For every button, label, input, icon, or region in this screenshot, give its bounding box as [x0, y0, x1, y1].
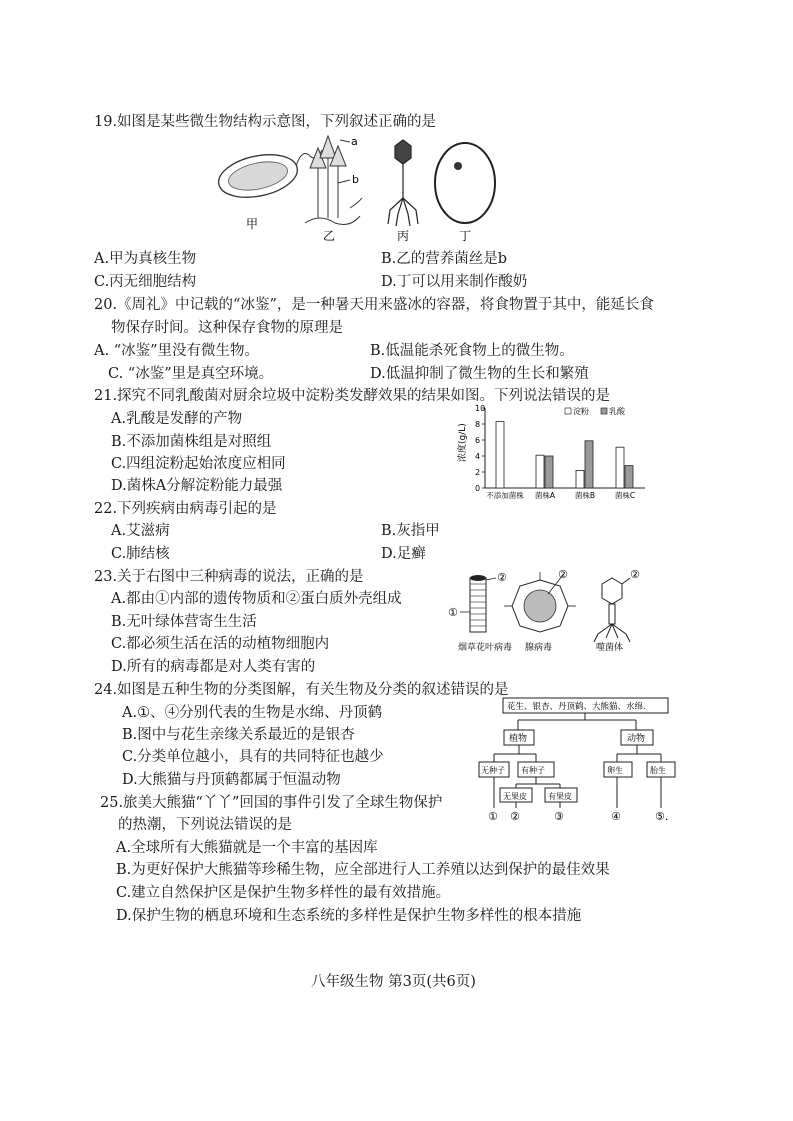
q21-option-b: B.不添加菌株组是对照组 [111, 434, 272, 450]
chart-bar-starch [496, 422, 504, 488]
q24-option-b: B.图中与花生亲缘关系最近的是银杏 [122, 727, 355, 743]
q23-option-d: D.所有的病毒都是对人类有害的 [111, 659, 316, 675]
q19-figure [210, 128, 500, 243]
chart-bar-starch [536, 455, 544, 488]
q25-stem-line1: 25.旅美大熊猫“丫丫”回国的事件引发了全球生物保护 [100, 795, 443, 811]
q22-option-b: B.灰指甲 [381, 523, 440, 539]
q25-option-a: A.全球所有大熊猫就是一个丰富的基因库 [116, 840, 378, 856]
q23-option-c: C.都必须生活在活的动植物细胞内 [111, 636, 330, 652]
organism-ding-figure [435, 143, 495, 223]
q20-option-a: A. “冰鉴”里没有微生物。 [94, 343, 260, 359]
q19-stem: 19.如图是某些微生物结构示意图，下列叙述正确的是 [94, 114, 437, 130]
tmv-icon [460, 575, 496, 632]
q25-option-c: C.建立自然保护区是保护生物多样性的最有效措施。 [116, 885, 451, 901]
fig-label-jia: 甲 [246, 217, 259, 231]
chart-bar-starch [576, 470, 584, 488]
q22-option-d: D.足癣 [381, 546, 426, 562]
tree-leaf-5: ⑤. [655, 810, 669, 823]
chart-bar-starch [616, 447, 624, 488]
q19-option-c: C.丙无细胞结构 [94, 274, 197, 290]
tree-seed: 有种子 [521, 766, 545, 775]
tree-leaf-2: ② [510, 810, 520, 823]
organism-bing-figure [388, 140, 418, 226]
chart-category-label: 菌株A [534, 491, 556, 500]
tree-leaf-4: ④ [611, 810, 621, 823]
q20-stem-line1: 20.《周礼》中记载的“冰鉴”，是一种暑天用来盛冰的容器，将食物置于其中，能延长食 [94, 297, 654, 313]
tree-leaf-1: ① [488, 810, 498, 823]
q21-option-d: D.菌株A分解淀粉能力最强 [111, 478, 283, 494]
q24-stem: 24.如图是五种生物的分类图解，有关生物及分类的叙述错误的是 [94, 682, 509, 698]
q21-bar-chart [455, 398, 655, 502]
q23-option-a: A.都由①内部的遗传物质和②蛋白质外壳组成 [111, 591, 402, 607]
q21-option-a: A.乳酸是发酵的产物 [111, 411, 243, 427]
q19-option-b: B.乙的营养菌丝是b [381, 251, 508, 267]
tree-animal: 动物 [627, 734, 646, 744]
q24-classification-tree [478, 696, 688, 826]
tree-egg: 卵生 [607, 766, 623, 775]
adenovirus-icon [504, 572, 576, 632]
tree-plant: 植物 [509, 734, 528, 744]
organism-jia-figure [215, 148, 322, 204]
phage-mark-2: ② [630, 568, 640, 581]
q19-option-d: D.丁可以用来制作酸奶 [381, 274, 528, 290]
q24-option-a: A.①、④分别代表的生物是水绵、丹顶鹤 [122, 705, 383, 721]
chart-category-label: 菌株C [614, 491, 636, 500]
label-adenovirus: 腺病毒 [525, 643, 553, 652]
tmv-mark-1: ① [448, 606, 458, 619]
chart-category-label: 菌株B [574, 491, 596, 500]
chart-category-label: 不添加菌株 [486, 491, 524, 500]
q23-virus-figure [440, 568, 660, 652]
adeno-mark-2: ② [558, 568, 568, 581]
q20-option-b: B.低温能杀死食物上的微生物。 [370, 343, 574, 359]
tree-root: 花生、银杏、丹顶鹤、大熊猫、水绵. [507, 702, 646, 712]
chart-y-tick-label: 2 [475, 468, 481, 477]
chart-y-label: 浓度(g/L) [458, 423, 468, 462]
q20-option-c: C. “冰鉴”里是真空环境。 [108, 366, 274, 382]
tree-no-seed: 无种子 [481, 766, 505, 775]
q24-option-d: D.大熊猫与丹顶鹤都属于恒温动物 [122, 772, 341, 788]
q24-option-c: C.分类单位越小，具有的共同特征也越少 [122, 749, 384, 765]
fig-label-ding: 丁 [459, 229, 472, 243]
tmv-mark-2: ② [497, 571, 507, 584]
q23-option-b: B.无叶绿体营寄生生活 [111, 614, 257, 630]
chart-y-tick-label: 4 [475, 452, 481, 461]
chart-bar-lactic [625, 466, 633, 488]
q25-option-b: B.为更好保护大熊猫等珍稀生物，应全部进行人工养殖以达到保护的最佳效果 [116, 862, 610, 878]
q22-option-a: A.艾滋病 [111, 523, 170, 539]
chart-y-tick-label: 6 [475, 436, 481, 445]
tree-viviparous: 胎生 [650, 766, 666, 775]
tree-no-peel: 无果皮 [503, 792, 527, 801]
chart-bar-lactic [585, 441, 593, 488]
q25-stem-line2: 的热潮，下列说法错误的是 [118, 817, 292, 833]
chart-y-tick-label: 10 [475, 404, 486, 413]
chart-y-tick-label: 0 [475, 484, 481, 493]
q20-option-d: D.低温抑制了微生物的生长和繁殖 [370, 366, 589, 382]
chart-bar-lactic [545, 456, 553, 488]
legend-lactic: 乳酸 [609, 407, 625, 416]
legend-starch: 淀粉 [573, 407, 589, 416]
tree-peel: 有果皮 [548, 792, 572, 801]
page-footer: 八年级生物 第3页(共6页) [311, 974, 476, 990]
tree-leaf-3: ③ [554, 810, 564, 823]
mark-b: b [352, 173, 359, 186]
q22-option-c: C.肺结核 [111, 546, 170, 562]
phage-icon [594, 578, 630, 642]
q19-option-a: A.甲为真核生物 [94, 251, 197, 267]
mark-a: a [351, 135, 358, 148]
fig-label-bing: 丙 [397, 229, 410, 243]
q22-stem: 22.下列疾病由病毒引起的是 [94, 501, 277, 517]
q21-stem: 21.探究不同乳酸菌对厨余垃圾中淀粉类发酵效果的结果如图。下列说法错误的是 [94, 388, 611, 404]
q21-option-c: C.四组淀粉起始浓度应相同 [111, 456, 286, 472]
chart-y-tick-label: 8 [475, 420, 481, 429]
fig-label-yi: 乙 [323, 229, 336, 243]
legend-lactic-swatch [601, 408, 607, 414]
q23-stem: 23.关于右图中三种病毒的说法，正确的是 [94, 569, 364, 585]
q25-option-d: D.保护生物的栖息环境和生态系统的多样性是保护生物多样性的根本措施 [116, 908, 582, 924]
q20-stem-line2: 物保存时间。这种保存食物的原理是 [111, 320, 343, 336]
legend-starch-swatch [565, 408, 571, 414]
label-phage: 噬菌体 [596, 643, 624, 652]
label-tmv: 烟草花叶病毒 [458, 643, 513, 652]
